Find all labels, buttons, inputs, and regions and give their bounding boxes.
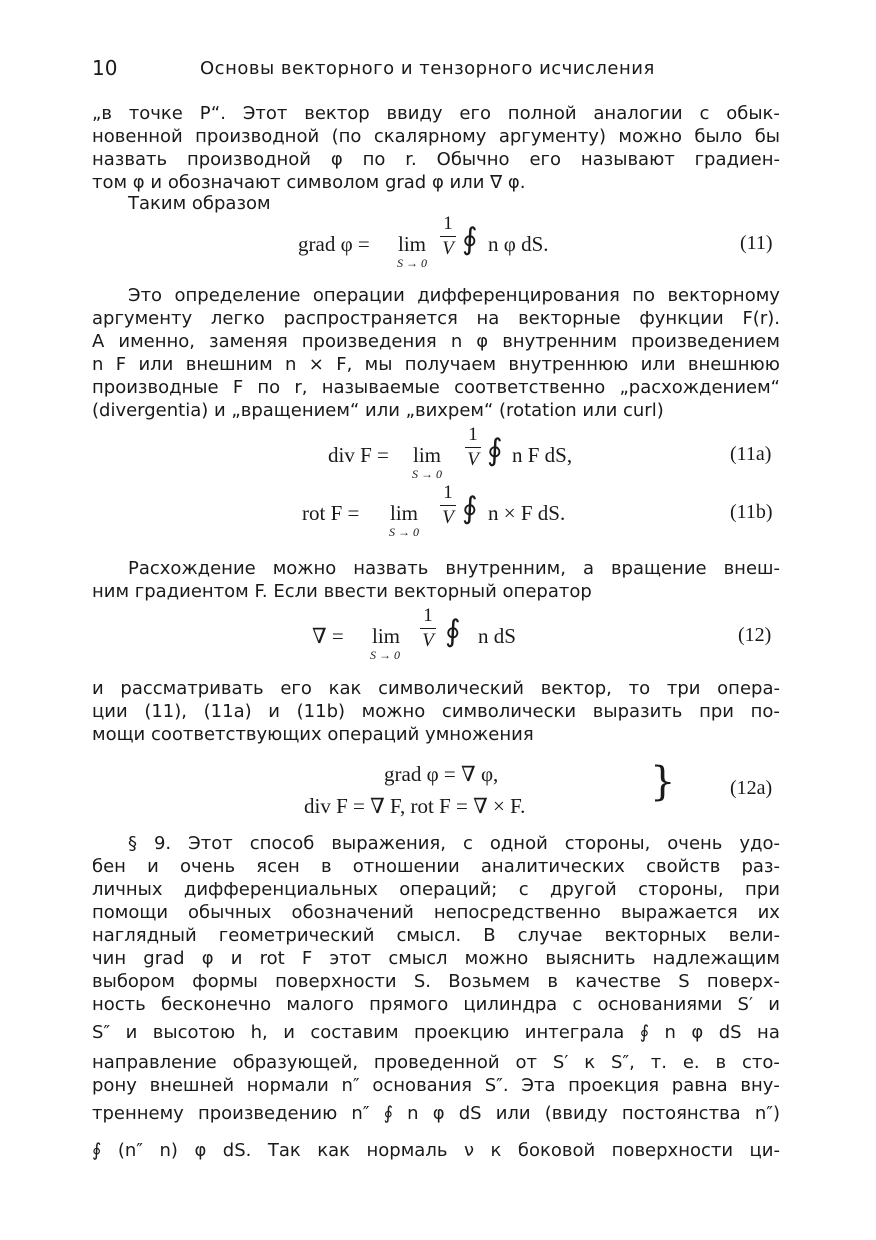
paragraph-line: выбором формы поверхности S. Возьмем в качестве S поверх- [92,971,780,992]
eq-frac-num: 1 [443,213,453,234]
right-brace-icon: } [650,759,676,805]
eq-line-1: grad φ = ∇ φ, [384,762,499,786]
eq-frac-den: V [422,630,434,651]
paragraph-line: чин grad φ и rot F этот смысл можно выяснить надлежащим [92,948,780,969]
eq-line-2: div F = ∇ F, rot F = ∇ × F. [304,794,526,818]
eq-lhs: rot F = [302,501,360,525]
eq-lim: lim [398,232,427,256]
eq-frac-den: V [467,449,479,470]
running-title: Основы векторного и тензорного исчисления [200,58,655,79]
paragraph-line: ность бесконечно малого прямого цилиндра с основаниями S′ и [92,994,780,1015]
eq-fraction [420,606,436,651]
eq-integrand: n × F dS. [488,501,566,525]
paragraph-line: том φ и обозначают символом grad φ или ∇ φ. [92,172,526,193]
eq-fraction [440,214,456,259]
eq-lim-sub: S → 0 [370,648,400,662]
contour-integral-icon: ∮ [487,433,503,468]
paragraph-line: мощи соответствующих операций умножения [92,724,534,745]
paragraph-line: треннему произведению n″ ∮ n φ dS или (ввиду постоянства n″) [92,1103,780,1124]
paragraph-line: бен и очень ясен в отношении аналитических свойств раз- [92,856,780,877]
eq-integrand: n F dS, [512,443,573,467]
eq-lim-sub: S → 0 [397,256,427,270]
paragraph-line: производные F по r, называемые соответственно „расхождением“ [92,377,780,398]
eq-lim: lim [390,501,419,525]
paragraph-line: направление образующей, проведенной от S′ к S″, т. е. в сто- [92,1052,780,1073]
page-number: 10 [92,56,118,80]
eq-label: (11a) [730,443,772,465]
paragraph-line: n F или внешним n × F, мы получаем внутреннюю или внешнюю [92,354,780,375]
eq-frac-num: 1 [468,424,478,445]
paragraph-line: рону внешней нормали n″ основания S″. Эта проекция равна вну- [92,1075,780,1096]
eq-fraction [465,425,481,470]
intro-line: Таким образом [128,193,271,214]
paragraph-line: помощи обычных обозначений непосредственно выражается их [92,902,780,923]
eq-integrand: n φ dS. [488,232,549,256]
eq-frac-den: V [442,507,454,528]
eq-integrand: n dS [478,624,516,648]
eq-frac-den: V [442,238,454,259]
contour-integral-icon: ∮ [462,222,478,257]
eq-frac-num: 1 [443,482,453,503]
paragraph-line: (divergentia) и „вращением“ или „вихрем“ (rotation или curl) [92,400,664,421]
paragraph-line: личных дифференциальных операций; с другой стороны, при [92,879,780,900]
paragraph-line: аргументу легко распространяется на векторные функции F(r). [92,308,780,329]
paragraph-line: „в точке P“. Этот вектор ввиду его полной аналогии с обык- [92,103,780,124]
eq-label: (11b) [730,501,773,523]
eq-lim: lim [413,443,442,467]
contour-integral-icon: ∮ [445,614,461,649]
eq-lim: lim [372,624,401,648]
paragraph-line: § 9. Этот способ выражения, с одной стороны, очень удо- [128,833,780,854]
eq-lhs: div F = [328,443,389,467]
paragraph-line: ции (11), (11a) и (11b) можно символически выразить при по- [92,701,780,722]
paragraph-line: наглядный геометрический смысл. В случае векторных вели- [92,925,780,946]
paragraph-line: новенной производной (по скалярному аргументу) можно было бы [92,126,780,147]
paragraph-line: Расхождение можно назвать внутренним, а вращение внеш- [128,558,780,579]
contour-integral-icon: ∮ [462,491,478,526]
paragraph-line: и рассматривать его как символический вектор, то три опера- [92,678,780,699]
eq-frac-num: 1 [423,605,433,626]
paragraph-line: ∮ (n″ n) φ dS. Так как нормаль ν к боковой поверхности ци- [92,1140,780,1161]
eq-lhs: ∇ = [312,624,344,648]
paragraph-line: Это определение операции дифференцирования по векторному [128,285,780,306]
paragraph-line: S″ и высотою h, и составим проекцию интеграла ∮ n φ dS на [92,1022,780,1043]
eq-lim-sub: S → 0 [412,467,442,481]
eq-fraction [440,483,456,528]
eq-label: (12a) [730,777,773,799]
paragraph-line: назвать производной φ по r. Обычно его называют градиен- [92,149,780,170]
eq-lim-sub: S → 0 [389,525,419,539]
paragraph-line: А именно, заменяя произведения n φ внутренним произведением [92,331,780,352]
eq-lhs: grad φ = [298,232,370,256]
eq-label: (11) [740,232,773,254]
paragraph-line: ним градиентом F. Если ввести векторный оператор [92,581,592,602]
eq-label: (12) [738,624,772,646]
